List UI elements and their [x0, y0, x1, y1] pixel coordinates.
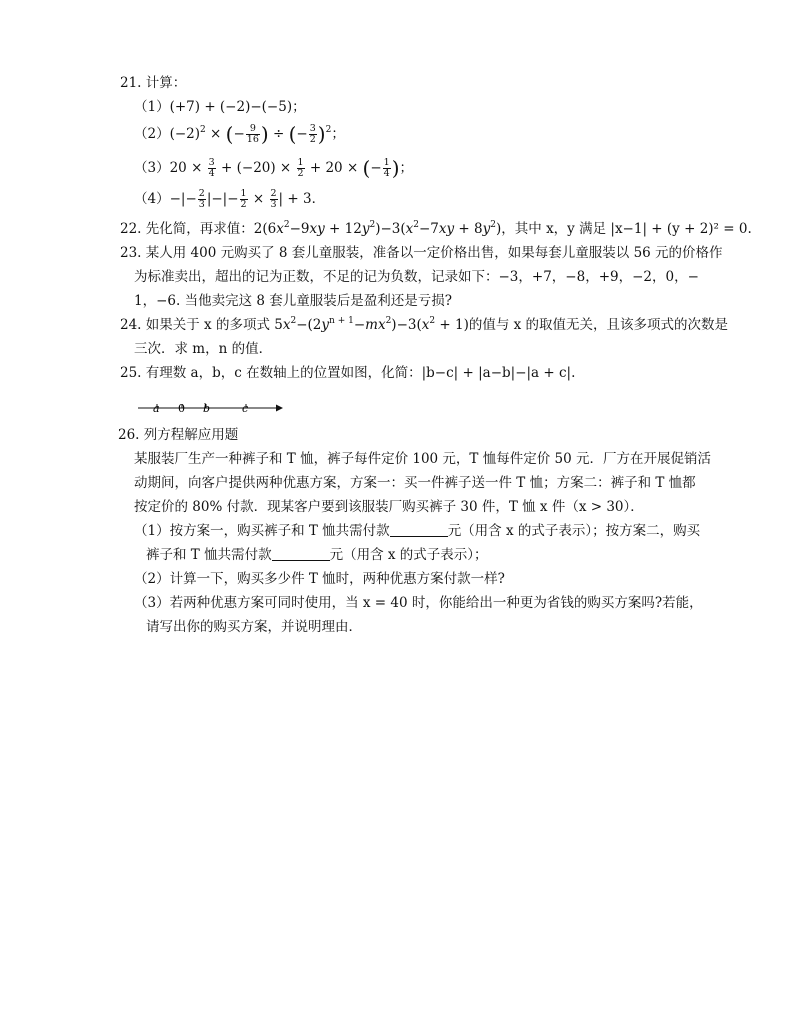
label-c: c — [242, 402, 249, 415]
q26-sub1-a: （1）按方案一，购买裤子和 T 恤共需付款 — [134, 523, 390, 539]
q26-sub3-line1: （3）若两种优惠方案可同时使用，当 x = 40 时，你能给出一种更为省钱的购买方案吗?若能， — [134, 595, 703, 611]
number-line-figure — [134, 388, 286, 416]
q26-sub1-line1 — [134, 522, 700, 540]
q24-line2: 三次．求 m，n 的值． — [134, 341, 273, 357]
number-line-arrow — [276, 405, 283, 412]
q26-sub3-line2: 请写出你的购买方案，并说明理由． — [146, 619, 362, 635]
q24-line1-b: 的值与 x 的取值无关，且该多项式的次数是 — [468, 317, 729, 333]
q26-title: 26. 列方程解应用题 — [118, 427, 239, 443]
answer-blank-2[interactable] — [272, 546, 330, 561]
q23-line1: 23. 某人用 400 元购买了 8 套儿童服装，准备以一定价格出售，如果每套儿童服装以 56 元的价格作 — [120, 245, 723, 261]
label-0: 0 — [178, 402, 185, 415]
q26-sub2: （2）计算一下，购买多少件 T 恤时，两种优惠方案付款一样? — [134, 571, 505, 587]
q24-line1-a: 24. 如果关于 x 的多项式 — [120, 317, 270, 333]
q26-sub1-d: 元（用含 x 的式子表示）； — [329, 547, 488, 563]
q26-para3: 按定价的 80% 付款．现某客户要到该服装厂购买裤子 30 件，T 恤 x 件（x > 30）． — [134, 499, 644, 515]
q21-part3-label: （3） — [134, 160, 170, 176]
q22-prefix: 22. 先化简，再求值： — [120, 221, 254, 237]
q21-part2-label: （2） — [134, 126, 170, 142]
label-b: b — [203, 402, 211, 415]
q24-line1: 24. 如果关于 x 的多项式 $5x^2-(2y^{n + 1}-mx^2)-3(x^2 + 1)$的值与 x 的取值无关，且该多项式的次数是 — [120, 316, 729, 333]
q21-part1: （1）(+7) + (−2)−(−5)； — [134, 99, 306, 115]
q22-suffix: ，其中 x，y 满足 |x−1| + (y + 2)² = 0. — [501, 221, 752, 237]
q22-text: 22. 先化简，再求值：$2(6x^2-9xy + 12y^2)-3(x^2-7xy + 8y^2)$，其中 x，y 满足 |x−1| + (y + 2)² = 0. — [120, 220, 752, 237]
q21-part4: （4）−|− $\frac{2}{3}$ |−|− $\frac{1}{2}$ × $\frac{2}{3}$ | + 3． — [134, 188, 326, 210]
q23-line2: 为标准卖出，超出的记为正数，不足的记为负数，记录如下：−3，+7，−8，+9，−2，0，− — [134, 269, 699, 285]
q23-line3: 1，−6. 当他卖完这 8 套儿童服装后是盈利还是亏损? — [134, 293, 452, 309]
q26-sub1-line2 — [146, 546, 488, 564]
label-a: a — [153, 402, 160, 415]
q21-title: 21. 计算： — [120, 75, 187, 91]
answer-blank-1[interactable] — [390, 522, 448, 537]
q26-para2: 动期间，向客户提供两种优惠方案，方案一：买一件裤子送一件 T 恤；方案二：裤子和 T 恤都 — [134, 475, 696, 491]
q26-para1: 某服装厂生产一种裤子和 T 恤，裤子每件定价 100 元，T 恤每件定价 50 元．厂方在开展促销活 — [134, 451, 711, 467]
q21-part4-label: （4） — [134, 191, 170, 207]
q26-sub1-c: 裤子和 T 恤共需付款 — [146, 547, 272, 563]
q21-part3: （3）20 × $\frac{3}{4}$ + (−20) × $\frac{1}{2}$ + 20 × (− $\frac{1}{4}$ )； — [134, 156, 414, 180]
q25-text: 25. 有理数 a，b，c 在数轴上的位置如图，化简：|b−c| + |a−b|−|a + c|. — [120, 365, 576, 381]
q26-sub1-b: 元（用含 x 的式子表示）；按方案二，购买 — [447, 523, 701, 539]
q21-part2: $(2)(-2)^2$ × (− $\frac{9}{16}$ ) ÷ (− $\frac{3}{2}$ )$^2$； — [134, 122, 345, 146]
